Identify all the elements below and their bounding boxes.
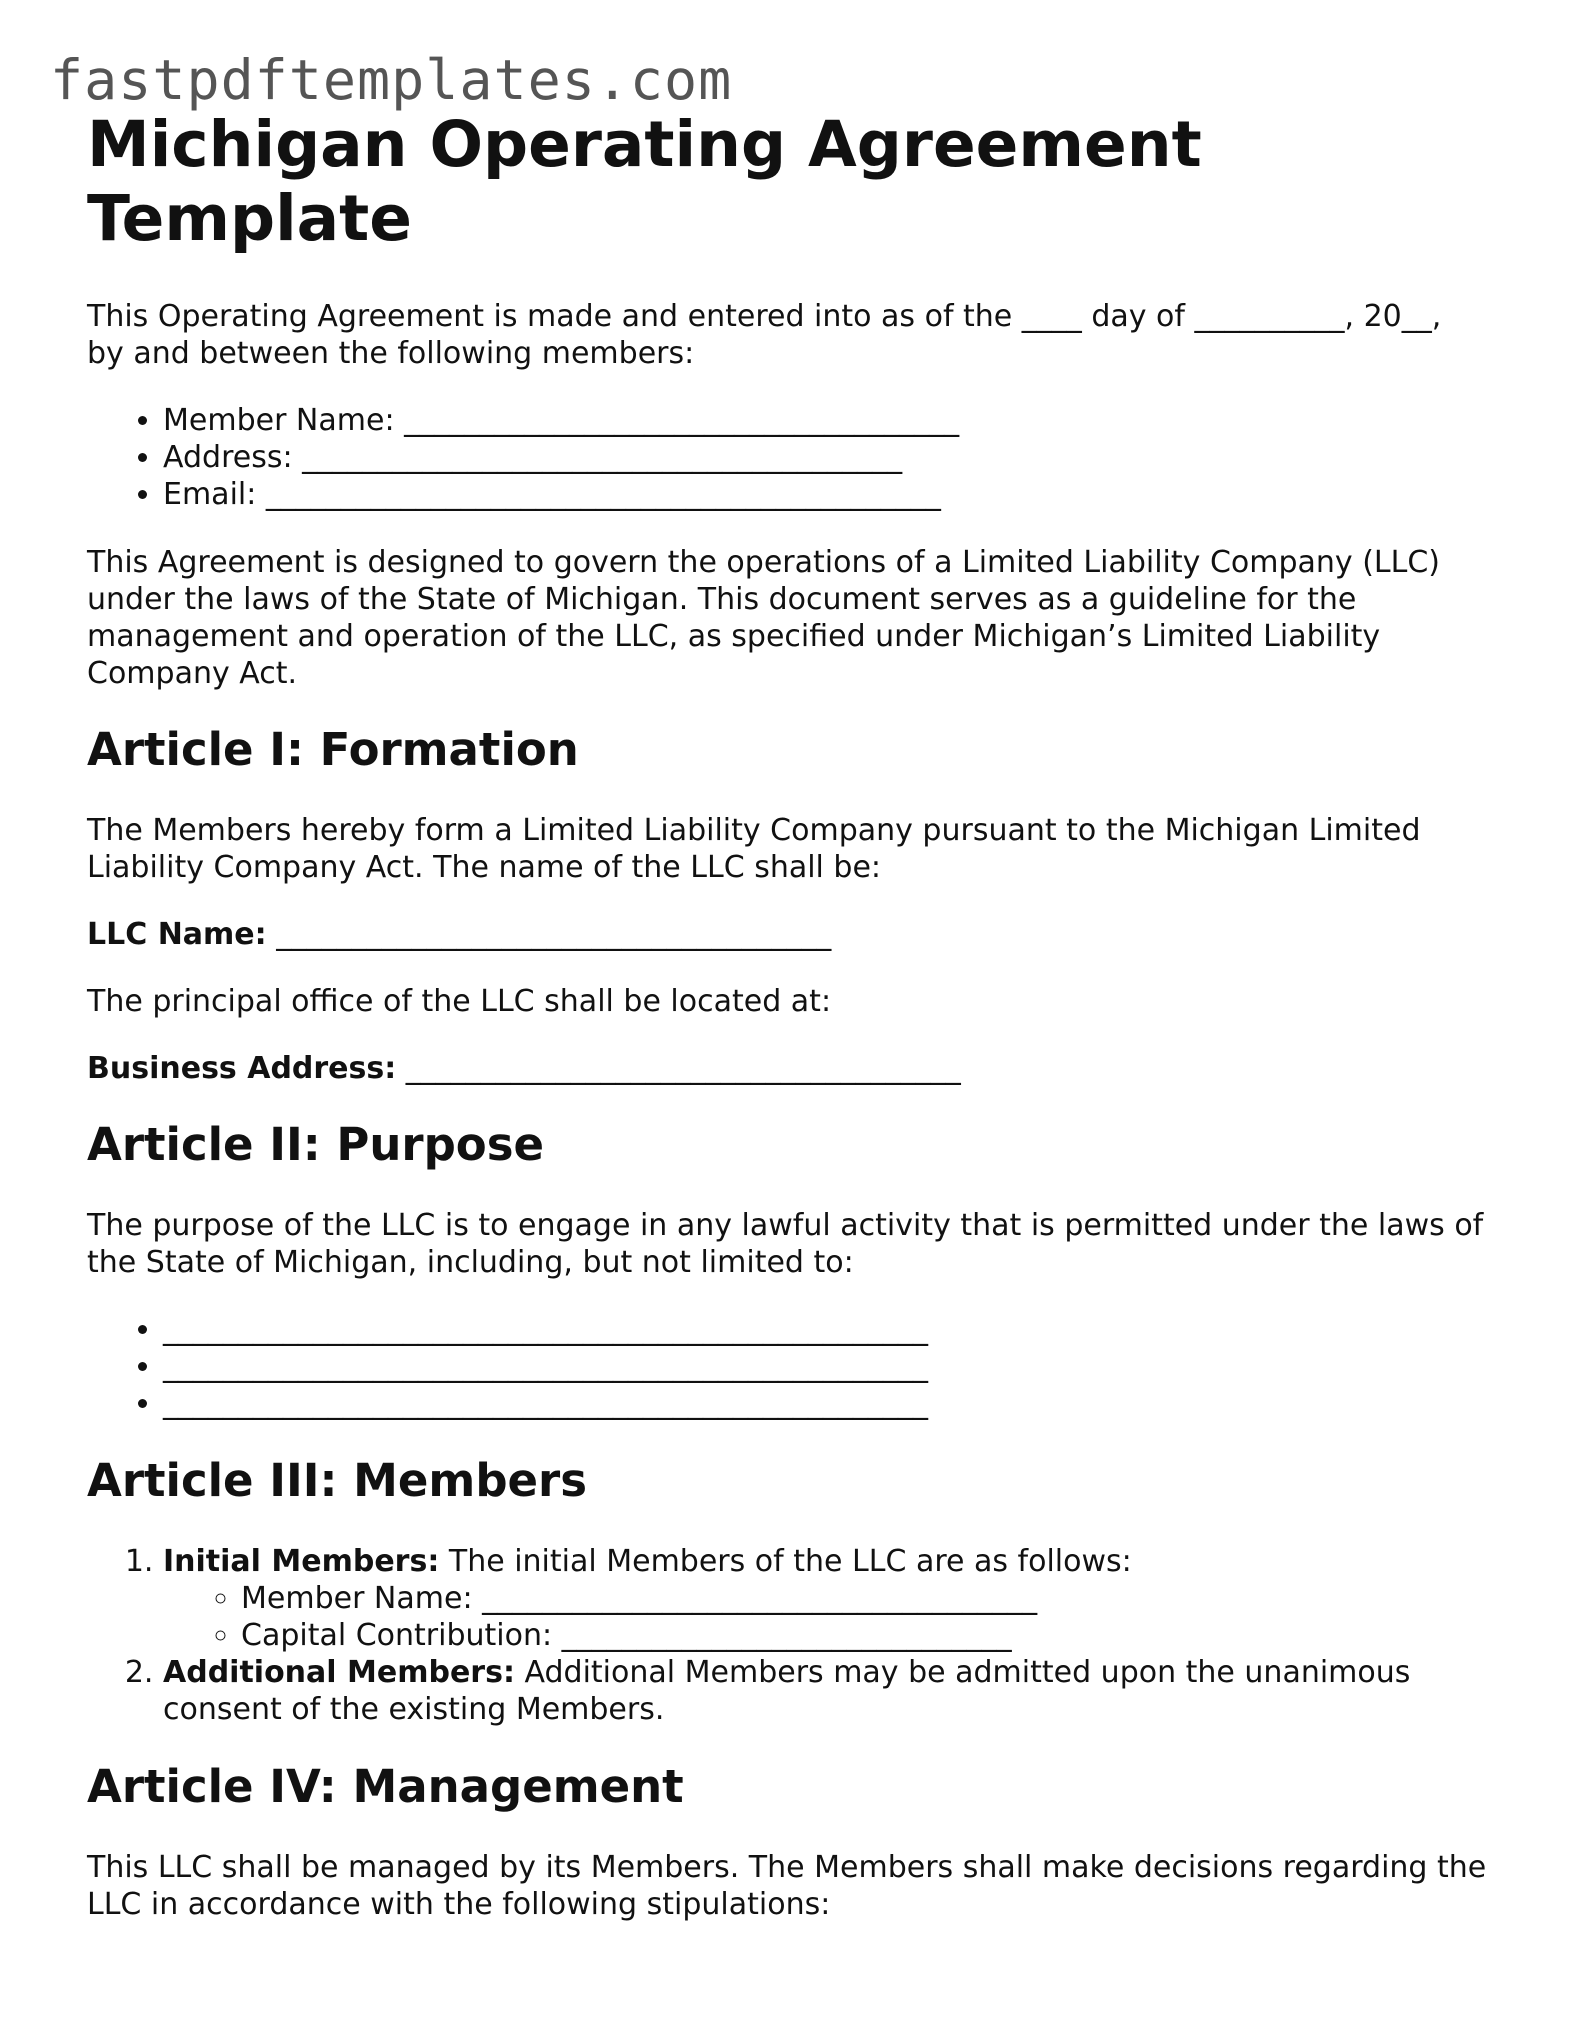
document-title: Michigan Operating Agreement Template: [87, 108, 1202, 255]
article-2-heading: Article II: Purpose: [87, 1118, 545, 1171]
purpose-blank-1: • ___________________________________________________: [163, 1311, 1487, 1348]
email-field: • Email: _____________________________________________: [163, 476, 1487, 513]
members-list: [87, 1543, 1487, 1728]
capital-contribution-field: ◦ Capital Contribution: ______________________________: [241, 1617, 1487, 1654]
member-name-field: • Member Name: _____________________________________: [163, 402, 1487, 439]
business-address-blank: _____________________________________: [405, 1051, 961, 1086]
document-body: [87, 108, 1487, 1953]
article-1-heading: Article I: Formation: [87, 723, 579, 776]
purpose-blank-2: • ___________________________________________________: [163, 1348, 1487, 1385]
llc-name-label: LLC Name:: [87, 917, 267, 952]
purpose-statement: This Agreement is designed to govern the operations of a Limited Liability Company (LLC) under the laws of the State of Michigan. This document serves as a guideline for the management and operation of the LLC, as specified under Michigan’s Limited Liability Company Act.: [87, 545, 1440, 691]
additional-members-text: Additional Members may be admitted upon the unanimous consent of the existing Members.: [163, 1655, 1411, 1727]
purpose-blank-3: • ___________________________________________________: [163, 1385, 1487, 1422]
article-3-heading: Article III: Members: [87, 1454, 588, 1507]
principal-office-text: The principal office of the LLC shall be located at:: [87, 984, 832, 1019]
business-address-label: Business Address:: [87, 1051, 397, 1086]
additional-members-label: Additional Members:: [163, 1655, 515, 1690]
llc-name-line: [87, 916, 1487, 953]
address-field: • Address: ________________________________________: [163, 439, 1487, 476]
initial-member-name-field: ◦ Member Name: _____________________________________: [241, 1580, 1487, 1617]
article-4-heading: Article IV: Management: [87, 1760, 684, 1813]
purpose-blanks-list: [87, 1311, 1487, 1422]
initial-members-label: Initial Members:: [163, 1544, 440, 1579]
watermark: fastpdftemplates.com: [50, 48, 733, 112]
article-4-text: This LLC shall be managed by its Members. The Members shall make decisions regarding the LLC in accordance with the following stipulations:: [87, 1850, 1487, 1922]
intro-paragraph: This Operating Agreement is made and entered into as of the ____ day of __________, 20__, by and between the following members:: [87, 299, 1442, 371]
additional-members-item: [163, 1654, 1487, 1728]
article-1-text: The Members hereby form a Limited Liability Company pursuant to the Michigan Limited Liability Company Act. The name of the LLC shall be:: [87, 813, 1421, 885]
llc-name-blank: _____________________________________: [276, 917, 832, 952]
initial-members-text: The initial Members of the LLC are as follows:: [448, 1544, 1132, 1579]
initial-members-sublist: [163, 1580, 1487, 1654]
business-address-line: [87, 1050, 1487, 1087]
article-2-text: The purpose of the LLC is to engage in any lawful activity that is permitted under the laws of the State of Michigan, including, but not limited to:: [87, 1208, 1484, 1280]
member-fields-list: [87, 402, 1487, 513]
initial-members-item: [163, 1543, 1487, 1654]
